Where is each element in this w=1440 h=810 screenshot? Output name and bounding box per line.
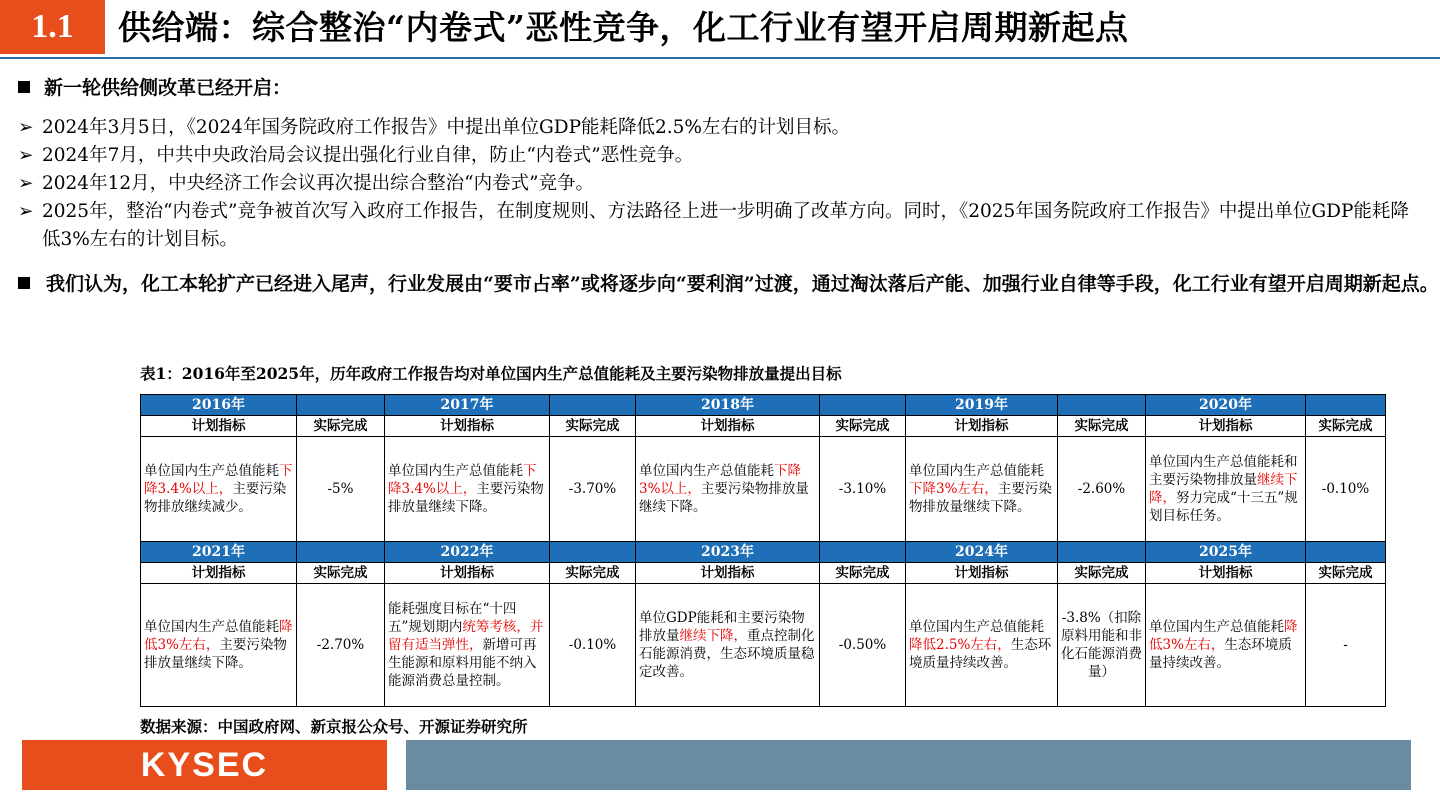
year-header-spacer — [550, 542, 636, 563]
bullet-item — [18, 198, 1423, 254]
col-actual-header: 实际完成 — [297, 563, 385, 584]
actual-cell: -2.70% — [297, 584, 385, 707]
col-plan-header: 计划指标 — [385, 563, 550, 584]
plan-text: 单位国内生产总值能耗 — [1149, 619, 1284, 635]
col-actual-header: 实际完成 — [820, 416, 906, 437]
bullet-text: 2024年3月5日，《2024年国务院政府工作报告》中提出单位GDP能耗降低2.5%左右的计划目标。 — [42, 117, 851, 138]
year-header-spacer — [820, 395, 906, 416]
col-plan-header: 计划指标 — [385, 416, 550, 437]
col-actual-header: 实际完成 — [1058, 563, 1146, 584]
arrow-bullet-icon: ➢ — [18, 173, 34, 194]
plan-highlight: 统筹考核，并留有适当弹性， — [388, 619, 544, 653]
plan-text: 生态环境质量持续改善。 — [909, 637, 1052, 671]
plan-cell — [636, 584, 820, 707]
plan-text: 单位国内生产总值能耗和主要污染物排放量 — [1149, 454, 1298, 488]
plan-text: 主要污染物排放量继续下降。 — [909, 481, 1052, 515]
bullet-text: 2025年，整治“内卷式”竞争被首次写入政府工作报告，在制度规则、方法路径上进一步明确了改革方向。同时，《2025年国务院政府工作报告》中提出单位GDP能耗降低3%左右的计划目标。 — [42, 201, 1409, 250]
plan-text: 主要污染物排放量继续下降。 — [144, 637, 287, 671]
col-plan-header: 计划指标 — [636, 416, 820, 437]
plan-text: 生态环境质量持续改善。 — [1149, 637, 1292, 671]
plan-cell — [906, 437, 1058, 542]
actual-cell: -5% — [297, 437, 385, 542]
plan-text: 单位国内生产总值能耗 — [144, 463, 279, 479]
year-header: 2021年 — [141, 542, 297, 563]
year-header-spacer — [1058, 395, 1146, 416]
plan-cell — [636, 437, 820, 542]
year-header: 2016年 — [141, 395, 297, 416]
plan-cell — [1146, 437, 1306, 542]
plan-cell — [906, 584, 1058, 707]
col-actual-header: 实际完成 — [550, 416, 636, 437]
plan-text: 单位国内生产总值能耗 — [144, 619, 279, 635]
plan-text: 主要污染物排放量继续下降。 — [639, 481, 809, 515]
actual-cell: -3.8%（扣除原料用能和非化石能源消费量） — [1058, 584, 1146, 707]
plan-text: 单位国内生产总值能耗 — [388, 463, 523, 479]
year-header-spacer — [297, 542, 385, 563]
col-actual-header: 实际完成 — [550, 563, 636, 584]
plan-highlight: 继续下降， — [1149, 472, 1298, 506]
actual-cell: -3.10% — [820, 437, 906, 542]
col-plan-header: 计划指标 — [1146, 416, 1306, 437]
col-plan-header: 计划指标 — [906, 416, 1058, 437]
plan-text: 单位国内生产总值能耗 — [639, 463, 774, 479]
col-plan-header: 计划指标 — [141, 416, 297, 437]
year-header-spacer — [1306, 395, 1386, 416]
year-header-spacer — [1058, 542, 1146, 563]
plan-highlight: 继续下降， — [679, 628, 747, 644]
plan-highlight: 降低3%左右， — [1149, 619, 1298, 653]
section-number-badge: 1.1 — [0, 0, 105, 54]
year-header: 2017年 — [385, 395, 550, 416]
col-actual-header: 实际完成 — [297, 416, 385, 437]
plan-text: 重点控制化石能源消费，生态环境质量稳定改善。 — [639, 628, 815, 680]
plan-text: 单位GDP能耗和主要污染物排放量 — [639, 610, 805, 644]
plan-text: 单位国内生产总值能耗 — [909, 463, 1044, 479]
plan-text: 主要污染物排放继续减少。 — [144, 481, 287, 515]
col-plan-header: 计划指标 — [1146, 563, 1306, 584]
col-plan-header: 计划指标 — [906, 563, 1058, 584]
plan-cell — [141, 437, 297, 542]
square-bullet-icon — [18, 277, 30, 289]
year-header-spacer — [820, 542, 906, 563]
actual-cell: -0.50% — [820, 584, 906, 707]
data-source: 数据来源：中国政府网、新京报公众号、开源证券研究所 — [140, 717, 528, 736]
actual-cell: -2.60% — [1058, 437, 1146, 542]
plan-text: 单位国内生产总值能耗 — [909, 619, 1044, 635]
plan-cell — [385, 437, 550, 542]
bullet-item — [18, 142, 1423, 170]
year-header-spacer — [550, 395, 636, 416]
year-header: 2025年 — [1146, 542, 1306, 563]
year-header: 2018年 — [636, 395, 820, 416]
col-plan-header: 计划指标 — [141, 563, 297, 584]
plan-highlight: 下降3%左右， — [909, 481, 998, 497]
year-header: 2024年 — [906, 542, 1058, 563]
energy-target-table — [140, 394, 1386, 707]
bullet-item — [18, 114, 1423, 142]
plan-text: 新增可再生能源和原料用能不纳入能源消费总量控制。 — [388, 637, 537, 689]
col-actual-header: 实际完成 — [1306, 563, 1386, 584]
plan-highlight: 下降3.4%以上， — [144, 463, 293, 497]
col-actual-header: 实际完成 — [820, 563, 906, 584]
year-header-spacer — [1306, 542, 1386, 563]
plan-cell — [385, 584, 550, 707]
actual-cell: - — [1306, 584, 1386, 707]
table-caption: 表1：2016年至2025年，历年政府工作报告均对单位国内生产总值能耗及主要污染物排放量提出目标 — [140, 364, 842, 383]
plan-text: 努力完成“十三五”规划目标任务。 — [1149, 490, 1298, 524]
kysec-logo: KYSEC — [140, 746, 269, 784]
plan-highlight: 降低2.5%左右， — [909, 637, 1011, 653]
page-title: 供给端：综合整治“内卷式”恶性竞争，化工行业有望开启周期新起点 — [118, 8, 1129, 47]
bullet-text: 2024年7月，中共中央政治局会议提出强化行业自律，防止“内卷式”恶性竞争。 — [42, 145, 694, 166]
year-header: 2020年 — [1146, 395, 1306, 416]
col-actual-header: 实际完成 — [1306, 416, 1386, 437]
year-header: 2022年 — [385, 542, 550, 563]
square-bullet-icon — [18, 81, 30, 93]
section1-heading — [18, 74, 291, 103]
bullet-item — [18, 170, 1423, 198]
bullet-list — [18, 114, 1423, 254]
year-header-spacer — [297, 395, 385, 416]
bullet-text: 2024年12月，中央经济工作会议再次提出综合整治“内卷式”竞争。 — [42, 173, 595, 194]
plan-highlight: 降低3%左右， — [144, 619, 293, 653]
plan-highlight: 下降3%以上， — [639, 463, 801, 497]
col-actual-header: 实际完成 — [1058, 416, 1146, 437]
footer-bar — [406, 740, 1411, 790]
year-header: 2023年 — [636, 542, 820, 563]
actual-cell: -0.10% — [1306, 437, 1386, 542]
section1-heading-text: 新一轮供给侧改革已经开启： — [44, 77, 292, 99]
actual-cell: -3.70% — [550, 437, 636, 542]
year-header: 2019年 — [906, 395, 1058, 416]
title-divider — [0, 57, 1440, 59]
plan-cell — [1146, 584, 1306, 707]
plan-cell — [141, 584, 297, 707]
actual-cell: -0.10% — [550, 584, 636, 707]
arrow-bullet-icon: ➢ — [18, 201, 34, 222]
section2-text: 我们认为，化工本轮扩产已经进入尾声，行业发展由“要市占率”或将逐步向“要利润”过渡，通过淘汰落后产能、加强行业自律等手段，化工行业有望开启周期新起点。 — [46, 273, 1439, 295]
plan-highlight: 下降3.4%以上， — [388, 463, 537, 497]
plan-text: 主要污染物排放量继续下降。 — [388, 481, 544, 515]
plan-text: 能耗强度目标在“十四五”规划期内 — [388, 601, 517, 635]
col-plan-header: 计划指标 — [636, 563, 820, 584]
arrow-bullet-icon: ➢ — [18, 117, 34, 138]
section2-paragraph — [18, 270, 1440, 299]
arrow-bullet-icon: ➢ — [18, 145, 34, 166]
